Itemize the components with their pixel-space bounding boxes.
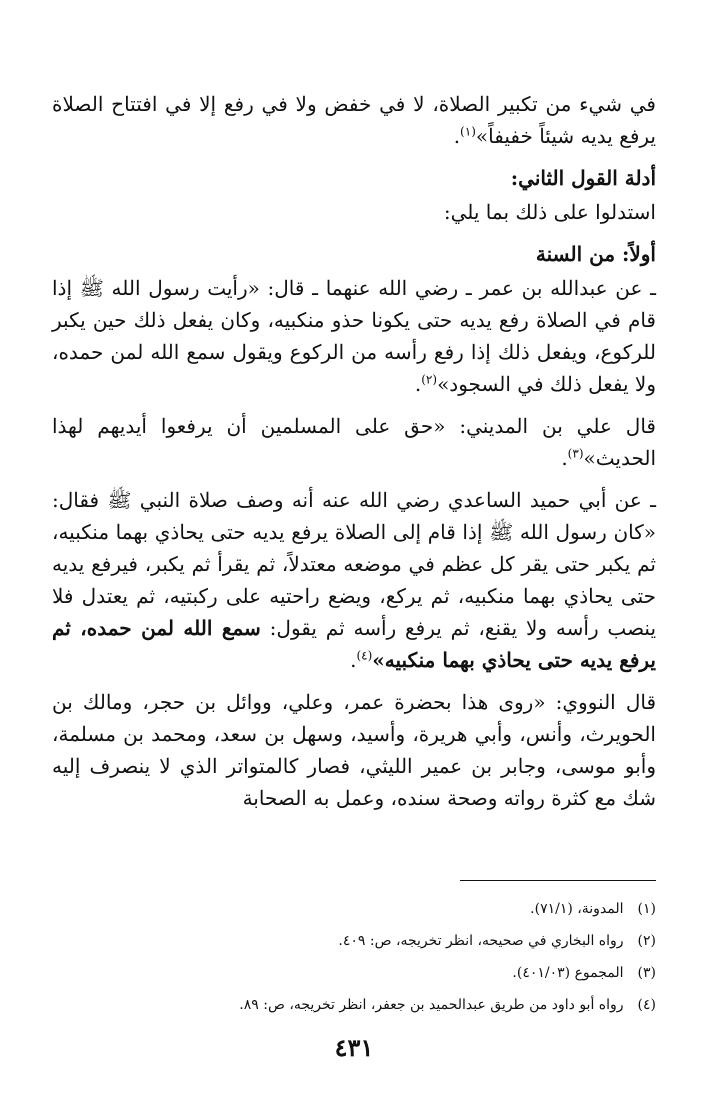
- page-number: ٤٣١: [334, 1033, 374, 1062]
- paragraph-abu-humaid-end: .: [350, 648, 357, 672]
- footnote-number: (١): [637, 901, 656, 917]
- intro-line: استدلوا على ذلك بما يلي:: [443, 200, 656, 224]
- paragraph-ibn-umar: [52, 272, 656, 400]
- paragraph-nawawi: قال النووي: «روى هذا بحضرة عمر، وعلي، ووائل بن حجر، ومالك بن الحويرث، وأنس، وأبي هريرة، وأسيد، وسهل بن سعد، ومحمد بن مسلمة، وأبو موسى، وجابر بن عمير الليثي، فصار كالمتواتر الذي لا ينصرف إليه شك مع كثرة رواته وصحة سنده، وعمل به الصحابة: [52, 690, 656, 810]
- heading-second-opinion: أدلة القول الثاني:: [510, 166, 656, 190]
- footnote-ref-4[interactable]: (٤): [356, 648, 373, 663]
- paragraph-ibn-umar-end: .: [414, 372, 422, 396]
- footnote-text: رواه أبو داود من طريق عبدالحميد بن جعفر، انظر تخريجه، ص: ٨٩.: [239, 997, 624, 1013]
- footnote-divider: [460, 880, 656, 881]
- footnote-ref-1[interactable]: (١): [460, 124, 476, 139]
- footnote-4: [52, 989, 656, 1021]
- heading-sunnah: أولاً: من السنة: [535, 242, 656, 266]
- paragraph-opening: [52, 88, 656, 152]
- paragraph-ibn-madini-end: .: [561, 446, 568, 470]
- paragraph-ibn-umar-text: ـ عن عبدالله بن عمر ـ رضي الله عنهما ـ قال: «رأيت رسول الله ﷺ إذا قام في الصلاة رفع يديه حتى يكونا حذو منكبيه، وكان يفعل ذلك حين يكبر للركوع، ويفعل ذلك إذا رفع رأسه من الركوع ويقول سمع الله لمن حمده، ولا يفعل ذلك في السجود»: [52, 276, 656, 396]
- footnote-text: رواه البخاري في صحيحه، انظر تخريجه، ص: ٤٠٩.: [338, 933, 624, 949]
- paragraph-opening-end: .: [453, 124, 461, 148]
- footnote-ref-3[interactable]: (٣): [567, 446, 584, 461]
- footnote-1: [52, 893, 656, 925]
- footnotes-list: [52, 893, 656, 1021]
- footnote-number: (٣): [637, 965, 656, 981]
- paragraph-ibn-madini-text: قال علي بن المديني: «حق على المسلمين أن يرفعوا أيديهم لهذا الحديث»: [52, 414, 656, 470]
- footnote-text: المجموع (٤٠١/٠٣).: [512, 965, 624, 981]
- paragraph-opening-text: في شيء من تكبير الصلاة، لا في خفض ولا في رفع إلا في افتتاح الصلاة يرفع يديه شيئاً خفيفاً»: [52, 92, 656, 148]
- footnote-2: [52, 925, 656, 957]
- footnote-ref-2[interactable]: (٢): [421, 372, 438, 387]
- paragraph-abu-humaid: [52, 484, 656, 676]
- paragraph-abu-humaid-bold: سمع الله لمن حمده، ثم يرفع يديه حتى يحاذي بهما منكبيه»: [52, 616, 656, 672]
- footnote-number: (٤): [637, 997, 656, 1013]
- footnote-3: [52, 957, 656, 989]
- paragraph-abu-humaid-text: ـ عن أبي حميد الساعدي رضي الله عنه أنه وصف صلاة النبي ﷺ فقال: «كان رسول الله ﷺ إذا قام إلى الصلاة يرفع يديه حتى يحاذي بهما منكبيه، ثم يكبر حتى يقر كل عظم في موضعه معتدلاً، ثم يقرأ ثم يكبر، فيرفع يديه حتى يحاذي بهما منكبيه، ثم يركع، ويضع راحتيه على ركبتيه، ثم يعتدل فلا ينصب رأسه ولا يقنع، ثم يرفع رأسه ثم يقول:: [52, 488, 657, 640]
- paragraph-ibn-madini: [52, 410, 656, 474]
- footnote-number: (٢): [637, 933, 656, 949]
- footnote-text: المدونة، (٧١/١).: [530, 901, 624, 917]
